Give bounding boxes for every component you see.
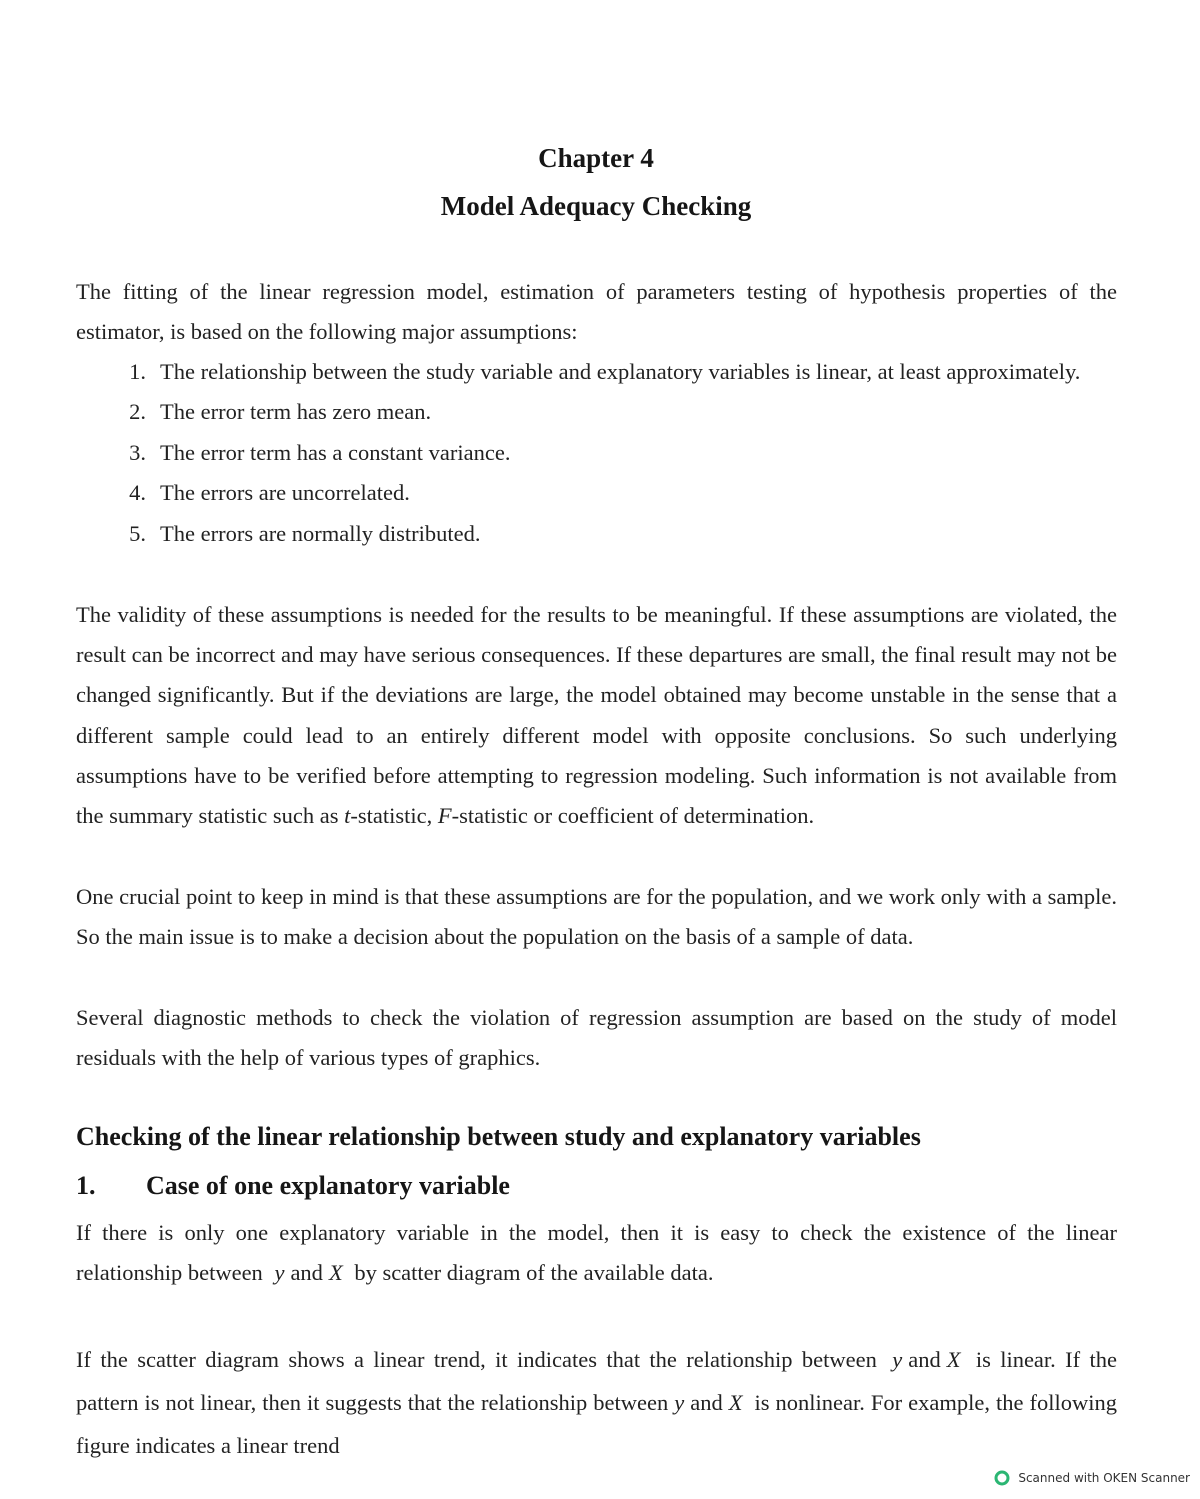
scatter-paragraph — [76, 1338, 1117, 1467]
validity-text-mid: -statistic, — [350, 803, 438, 829]
list-text: The relationship between the study variable and explanatory variables is linear, at least approximately. — [160, 359, 1081, 384]
and-word: and — [908, 1347, 941, 1372]
y-symbol: y — [274, 1260, 285, 1286]
scanner-watermark — [994, 1470, 1190, 1486]
list-text: The errors are normally distributed. — [160, 520, 481, 546]
section-heading: Checking of the linear relationship between study and explanatory variables — [76, 1122, 921, 1151]
list-number: 5. — [129, 520, 146, 546]
list-item — [76, 433, 1136, 473]
validity-text: The validity of these assumptions is needed for the results to be meaningful. If these assumptions are violated, the result can be incorrect and may have serious consequences. If these departures are small, the final result may not be changed significantly. But if the deviations are large, the model obtained may become unstable in the sense that a different sample could lead to an entirely different model with opposite conclusions. So such underlying assumptions have to be verified before attempting to regression modeling. Such information is not available from the summary statistic such as — [76, 602, 1117, 829]
and-word: and — [690, 1390, 723, 1415]
and-word: and — [290, 1260, 323, 1286]
one-var-text-end: by scatter diagram of the available data. — [348, 1260, 714, 1286]
scanner-logo-icon — [994, 1470, 1010, 1486]
one-var-text: If there is only one explanatory variable in the model, then it is easy to check the existence of the linear relationship between — [76, 1220, 1117, 1286]
subsection-title: Case of one explanatory variable — [146, 1171, 510, 1200]
y-symbol: y — [674, 1390, 685, 1415]
chapter-number: Chapter 4 — [538, 143, 654, 173]
list-number: 3. — [129, 439, 146, 465]
scatter-text-2: is linear. If the pattern is not linear, then it suggests that the relationship between — [76, 1347, 1117, 1415]
subsection-number: 1. — [76, 1171, 96, 1200]
watermark-text: Scanned with OKEN Scanner — [1018, 1471, 1190, 1485]
crucial-paragraph: One crucial point to keep in mind is that these assumptions are for the population, and we work only with a sample. So the main issue is to make a decision about the population on the basis of a sample of data. — [76, 884, 1117, 950]
list-item — [76, 352, 1136, 392]
t-symbol: t — [344, 803, 351, 829]
list-item — [76, 473, 1136, 513]
y-symbol: y — [892, 1347, 903, 1372]
diagnostic-paragraph: Several diagnostic methods to check the violation of regression assumption are based on the study of model residuals with the help of various types of graphics. — [76, 1005, 1117, 1071]
list-number: 4. — [129, 480, 146, 506]
scatter-text-1: If the scatter diagram shows a linear trend, it indicates that the relationship between — [76, 1347, 887, 1372]
list-text: The error term has a constant variance. — [160, 439, 511, 465]
subsection-heading — [76, 1171, 510, 1201]
list-text: The errors are uncorrelated. — [160, 480, 410, 506]
validity-text-end: -statistic or coefficient of determination. — [451, 803, 815, 829]
list-item — [76, 514, 1136, 554]
scatter-text-3: is nonlinear. For example, the following figure indicates a linear trend — [76, 1390, 1117, 1458]
validity-paragraph — [76, 595, 1117, 836]
list-number: 2. — [129, 399, 146, 425]
x-symbol: X — [946, 1347, 961, 1372]
f-symbol: F — [437, 803, 452, 829]
x-symbol: X — [728, 1390, 743, 1415]
list-text: The error term has zero mean. — [160, 399, 432, 425]
assumptions-list — [76, 352, 1136, 554]
intro-paragraph: The fitting of the linear regression model, estimation of parameters testing of hypothesis properties of the estimator, is based on the following major assumptions: — [76, 279, 1117, 345]
chapter-title: Model Adequacy Checking — [440, 191, 752, 221]
one-variable-paragraph — [76, 1213, 1117, 1293]
x-symbol: X — [328, 1260, 343, 1286]
list-item — [76, 392, 1136, 432]
list-number: 1. — [129, 359, 146, 384]
